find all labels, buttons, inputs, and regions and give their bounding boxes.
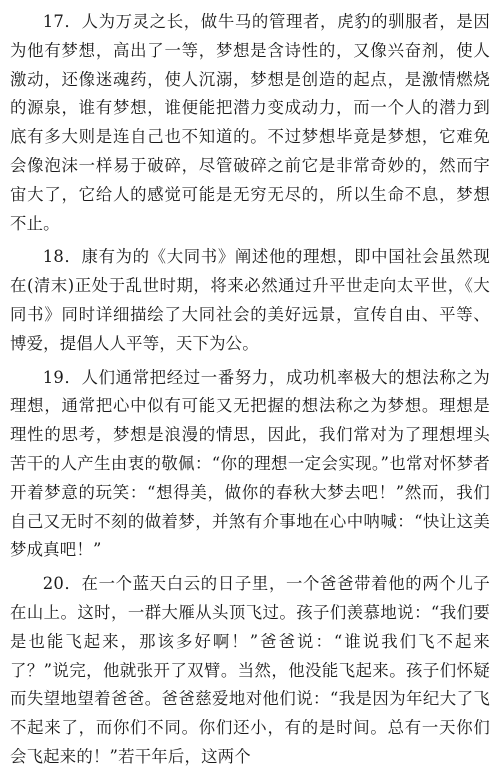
- paragraph-18: 18．康有为的《大同书》阐述他的理想，即中国社会虽然现在(清末)正处于乱世时期，将来必然通过升平世走向太平世，《大同书》同时详细描绘了大同社会的美好远景，宣传自由、平等、博爱，提倡人人平等，天下为公。: [10, 247, 490, 353]
- paragraph-19: 19．人们通常把经过一番努力，成功机率极大的想法称之为理想，通常把心中似有可能又无把握的想法称之为梦想。理想是理性的思考，梦想是浪漫的情思，因此，我们常对为了理想埋头苦干的人产生由衷的敬佩：“你的理想一定会实现。”也常对怀梦者开着梦意的玩笑：“想得美，做你的春秋大梦去吧！”然而，我们自己又无时不刻的做着梦，并煞有介事地在心中呐喊：“快让这美梦成真吧！”: [10, 367, 490, 560]
- paragraph-20: 20．在一个蓝天白云的日子里，一个爸爸带着他的两个儿子在山上。这时，一群大雁从头顶飞过。孩子们羡慕地说：“我们要是也能飞起来，那该多好啊！”爸爸说：“谁说我们飞不起来了？”说完，他就张开了双臂。当然，他没能飞起来。孩子们怀疑而失望地望着爸爸。爸爸慈爱地对他们说：“我是因为年纪大了飞不起来了，而你们不同。你们还小，有的是时间。总有一天你们会飞起来的！”若干年后，这两个: [10, 574, 490, 766]
- paragraph-17: 17．人为万灵之长，做牛马的管理者，虎豹的驯服者，是因为他有梦想，高出了一等，梦想是含诗性的，又像兴奋剂，使人激动，还像迷魂药，使人沉溺，梦想是创造的起点，是激情燃烧的源泉，谁有梦想，谁便能把潜力变成动力，而一个人的潜力到底有多大则是连自己也不知道的。不过梦想毕竟是梦想，它难免会像泡沫一样易于破碎，尽管破碎之前它是非常奇妙的，然而宇宙大了，它给人的感觉可能是无穷无尽的，所以生命不息，梦想不止。: [10, 12, 490, 233]
